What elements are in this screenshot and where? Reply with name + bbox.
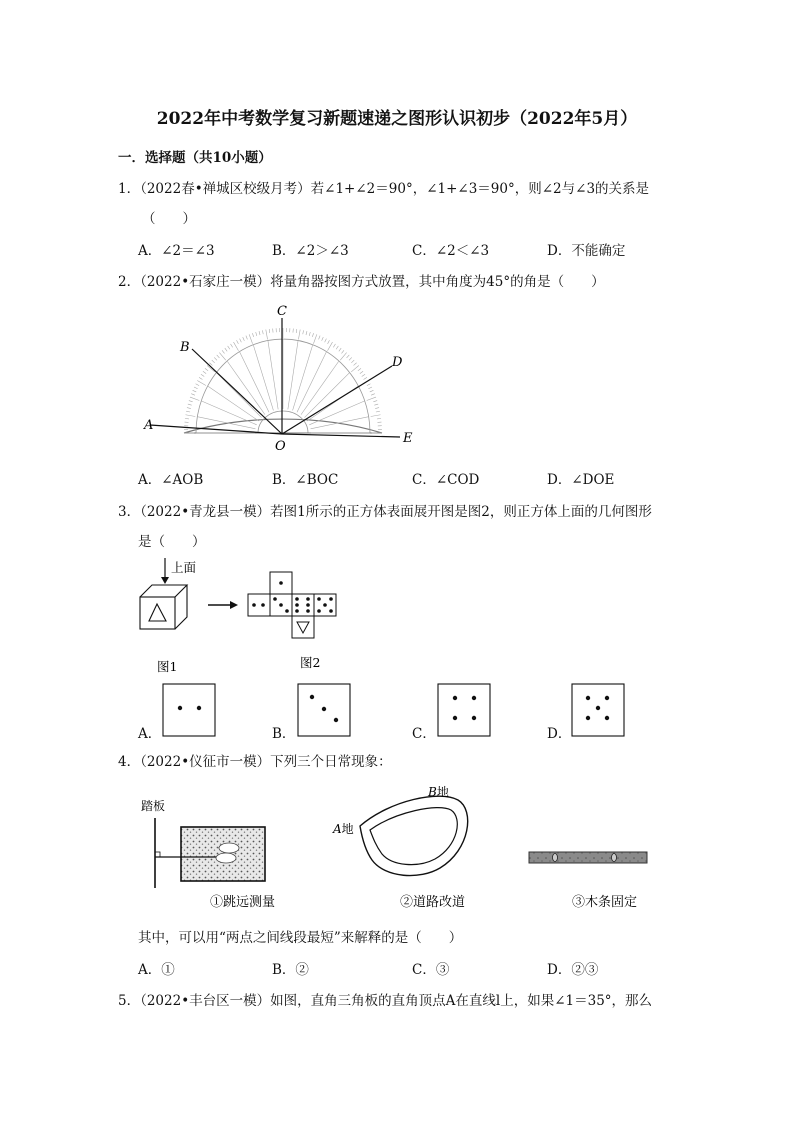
protractor-minor-tick — [203, 371, 206, 373]
protractor-minor-tick — [199, 377, 202, 379]
nail-2 — [612, 854, 617, 862]
protractor-minor-tick — [190, 397, 199, 400]
protractor-minor-tick — [364, 377, 367, 379]
protractor-minor-tick — [212, 360, 215, 363]
protractor-minor-tick — [228, 346, 230, 349]
net-face-left — [248, 594, 270, 616]
protractor-minor-tick — [186, 411, 190, 412]
protractor-minor-tick — [367, 397, 376, 400]
protractor-minor-tick — [367, 384, 371, 386]
protractor-minor-tick — [339, 348, 341, 351]
label-b: B — [180, 340, 190, 355]
protractor-minor-tick — [191, 394, 195, 395]
protractor-minor-tick — [249, 334, 252, 343]
protractor-minor-tick — [205, 368, 208, 370]
protractor-ticks — [184, 328, 382, 433]
q1-option-b: B．∠2＞∠3 — [272, 243, 349, 259]
protractor-minor-tick — [377, 418, 381, 419]
q1-option-a: A．∠2＝∠3 — [138, 243, 215, 259]
protractor-minor-tick — [219, 353, 225, 361]
protractor-minor-tick — [234, 342, 239, 351]
protractor-minor-tick — [341, 350, 343, 353]
protractor-minor-tick — [347, 355, 350, 358]
net-arrow-head — [230, 601, 238, 609]
protractor-minor-tick — [319, 336, 320, 340]
page-title: 2022年中考数学复习新题速递之图形认识初步（2022年5月） — [156, 109, 638, 129]
cube-net-figure — [130, 552, 370, 678]
protractor-minor-tick — [333, 344, 335, 347]
protractor-minor-tick — [266, 330, 268, 340]
cube-triangle — [149, 604, 166, 621]
q2-option-a: A．∠AOB — [138, 472, 204, 488]
protractor-tick — [216, 373, 261, 418]
protractor-minor-tick — [325, 339, 327, 343]
road-outer — [360, 796, 468, 875]
ray-oe — [282, 434, 400, 437]
protractor-minor-tick — [186, 415, 196, 417]
protractor-minor-tick — [269, 329, 270, 333]
protractor-minor-tick — [328, 340, 330, 344]
protractor-minor-tick — [262, 330, 263, 334]
label-a: A — [144, 418, 154, 433]
protractor-figure — [140, 300, 430, 460]
wood-stick — [529, 852, 647, 863]
caption-1: ①跳远测量 — [210, 895, 276, 910]
question-4-stem: 4．（2022•仪征市一模）下列三个日常现象： — [118, 754, 392, 770]
footprint-2 — [219, 843, 239, 853]
q2-option-b: B．∠BOC — [272, 472, 339, 488]
protractor-tick — [268, 340, 278, 409]
protractor-minor-tick — [237, 340, 239, 344]
protractor-minor-tick — [209, 363, 212, 366]
q3-option-boxes — [160, 680, 630, 740]
q4-option-b: B．② — [272, 962, 309, 978]
ray-od — [282, 366, 392, 434]
protractor-minor-tick — [243, 337, 245, 341]
question-3-stem-cont: 是（ ） — [138, 534, 206, 550]
protractor-minor-tick — [322, 337, 324, 341]
protractor-minor-tick — [201, 374, 204, 376]
q3-box-a — [163, 684, 215, 736]
label-o: O — [275, 439, 286, 454]
q3-option-a: A． — [138, 726, 162, 742]
cube-top — [140, 585, 187, 597]
label-d: D — [392, 355, 403, 370]
protractor-tick — [208, 386, 259, 421]
footprint-1 — [216, 853, 236, 863]
q1-option-d: D．不能确定 — [547, 243, 626, 259]
protractor-minor-tick — [358, 368, 361, 370]
q3-box-c — [438, 684, 490, 736]
q3-option-b: B． — [272, 726, 296, 742]
protractor-minor-tick — [306, 331, 307, 335]
q1-option-c: C．∠2＜∠3 — [412, 243, 490, 259]
protractor-minor-tick — [368, 387, 372, 389]
protractor-minor-tick — [351, 360, 354, 363]
protractor-outer-arc — [184, 419, 382, 433]
protractor-tick — [304, 373, 349, 418]
question-2-stem: 2．（2022•石家庄一模）将量角器按图方式放置，其中角度为45°的角是（ ） — [118, 274, 605, 290]
protractor-minor-tick — [351, 366, 359, 372]
protractor-minor-tick — [349, 357, 352, 360]
protractor-minor-tick — [222, 350, 224, 353]
protractor-minor-tick — [252, 333, 253, 337]
protractor-minor-tick — [371, 394, 375, 395]
question-5-stem: 5．（2022•丰台区一模）如图，直角三角板的直角顶点A在直线l上，如果∠1＝35°，那么 — [118, 993, 653, 1009]
protractor-minor-tick — [298, 330, 300, 340]
question-1-stem: 1．（2022春•禅城区校级月考）若∠1+∠2＝90°，∠1+∠3＝90°，则∠2与∠3的关系是 — [118, 181, 650, 197]
protractor-minor-tick — [231, 344, 233, 347]
protractor-minor-tick — [362, 374, 365, 376]
label-c: C — [277, 304, 287, 319]
protractor-minor-tick — [375, 408, 379, 409]
top-arrow-head — [161, 577, 169, 584]
caption-3: ③木条固定 — [572, 895, 638, 910]
protractor-minor-tick — [217, 355, 220, 358]
protractor-minor-tick — [194, 387, 198, 389]
protractor-minor-tick — [197, 381, 206, 386]
protractor-minor-tick — [313, 334, 316, 343]
nail-1 — [553, 854, 558, 862]
question-3-stem: 3．（2022•青龙县一模）若图1所示的正方体表面展开图是图2，则正方体上面的几何图形 — [118, 504, 652, 520]
protractor-tick — [288, 340, 298, 409]
q2-option-d: D．∠DOE — [547, 472, 615, 488]
place-b-label: B地 — [428, 785, 449, 799]
protractor-minor-tick — [196, 384, 200, 386]
q3-option-c: C． — [412, 726, 436, 742]
q4-option-a: A．① — [138, 962, 175, 978]
net-triangle — [297, 622, 309, 633]
place-a-label: A地 — [333, 822, 354, 836]
board-label: 踏板 — [141, 799, 166, 813]
protractor-minor-tick — [188, 404, 192, 405]
fig1-label: 图1 — [157, 659, 178, 674]
protractor-minor-tick — [371, 415, 381, 417]
protractor-minor-tick — [312, 333, 313, 337]
protractor-minor-tick — [193, 390, 197, 392]
protractor-minor-tick — [370, 390, 374, 392]
question-1-bracket: （ ） — [142, 211, 196, 227]
protractor-minor-tick — [189, 401, 193, 402]
protractor-minor-tick — [225, 348, 227, 351]
protractor-minor-tick — [256, 332, 257, 336]
ray-ob — [192, 349, 282, 434]
protractor-minor-tick — [360, 371, 363, 373]
q2-option-c: C．∠COD — [412, 472, 480, 488]
road-inner — [370, 808, 457, 865]
protractor-minor-tick — [374, 404, 378, 405]
q3-option-d: D． — [547, 726, 572, 742]
protractor-minor-tick — [354, 363, 357, 366]
protractor-minor-tick — [185, 418, 189, 419]
protractor-minor-tick — [240, 339, 242, 343]
protractor-minor-tick — [187, 408, 191, 409]
protractor-minor-tick — [336, 346, 338, 349]
caption-2: ②道路改道 — [400, 895, 466, 910]
label-e: E — [403, 431, 413, 446]
section-heading: 一．选择题（共10小题） — [118, 150, 272, 166]
q4-figures — [135, 778, 660, 912]
protractor-minor-tick — [246, 336, 247, 340]
protractor-minor-tick — [303, 330, 304, 334]
protractor-minor-tick — [328, 342, 333, 351]
q4-option-c: C．③ — [412, 962, 450, 978]
protractor-minor-tick — [214, 357, 217, 360]
q4-option-d: D．②③ — [547, 962, 599, 978]
protractor-minor-tick — [296, 329, 297, 333]
fig2-label: 图2 — [300, 655, 321, 670]
cube-front — [140, 597, 175, 629]
top-label: 上面 — [171, 560, 197, 575]
protractor-tick — [301, 361, 339, 415]
protractor-minor-tick — [309, 332, 310, 336]
protractor-minor-tick — [259, 331, 260, 335]
question-4-ask: 其中，可以用“两点之间线段最短”来解释的是（ ） — [138, 930, 463, 946]
protractor-minor-tick — [376, 411, 380, 412]
protractor-minor-tick — [340, 353, 346, 361]
protractor-minor-tick — [373, 401, 377, 402]
net-face-bottom — [292, 616, 314, 638]
